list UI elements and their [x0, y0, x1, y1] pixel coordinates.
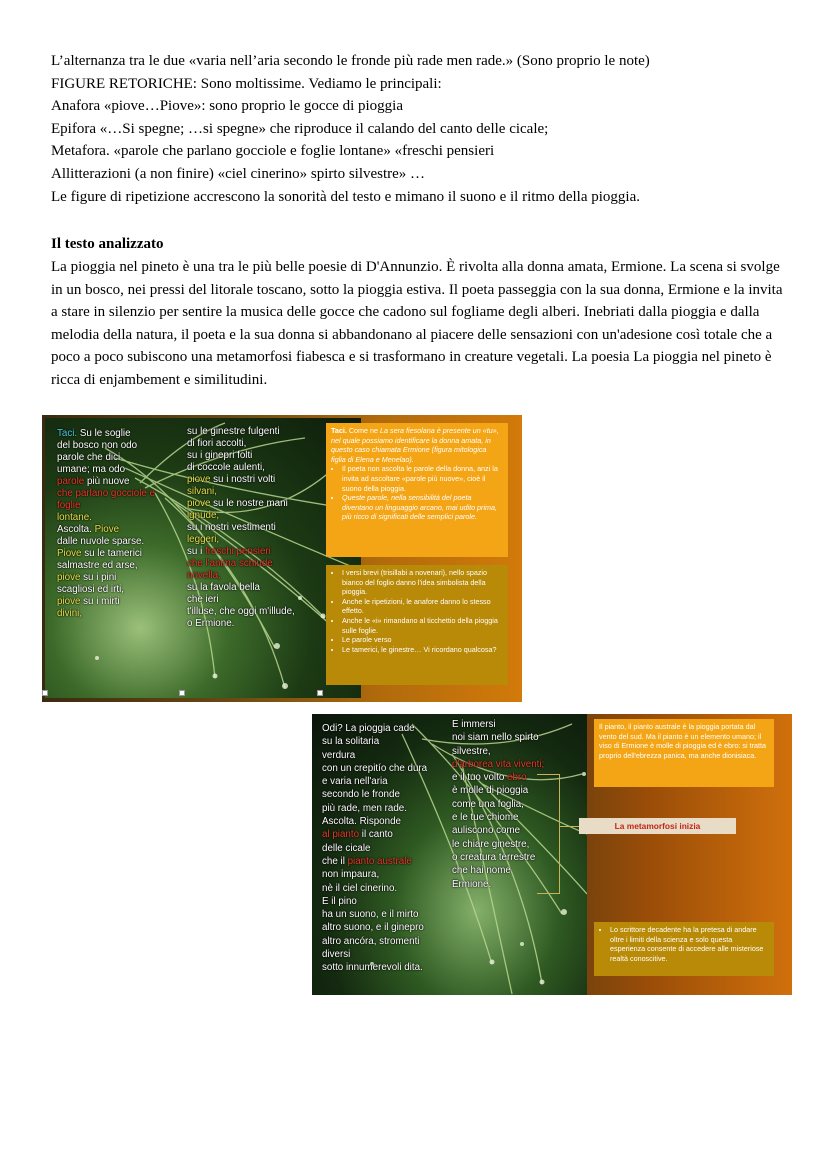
- poem-line: salmastre ed arse,: [57, 560, 138, 571]
- poem-line: o Ermione.: [187, 618, 235, 629]
- slide-image-1: [42, 415, 522, 702]
- poem-word: Ascolta.: [57, 524, 95, 535]
- section-title: Il testo analizzato: [51, 236, 164, 252]
- poem-word: Piove: [94, 524, 120, 535]
- poem-line: E immersi: [452, 719, 496, 730]
- poem-line: è molle di pioggia: [452, 785, 529, 797]
- poem-word: e il tuo volto: [452, 772, 508, 784]
- poem-line: silvani,: [187, 486, 217, 497]
- poem-line: diversi: [322, 949, 351, 961]
- annotation-bullet: • Le parole verso: [342, 635, 503, 645]
- poem-line: ha un suono, e il mirto: [322, 909, 419, 921]
- poem-line: che hai nome: [452, 865, 511, 877]
- poem-line: del bosco non odo: [57, 440, 138, 451]
- poem-line: e le tue chiome: [452, 812, 519, 824]
- text-line: FIGURE RETORICHE: Sono moltissime. Vediamo le principali:: [51, 75, 442, 92]
- poem-line: più rade, men rade.: [322, 802, 407, 814]
- poem-line: secondo le fronde: [322, 789, 400, 801]
- poem-line: foglie: [57, 500, 81, 511]
- poem-line: lontane.: [57, 512, 92, 523]
- poem-line: Ermione.: [452, 878, 492, 890]
- poem-line: t'illuse, che oggi m'illude,: [187, 606, 295, 617]
- poem-column-1: [57, 428, 155, 620]
- body-paragraph: La pioggia nel pineto è una tra le più belle poesie di D'Annunzio. È rivolta alla donna amata, Ermione. La scena si svolge in un bosco, nei pressi del litorale toscano, sotto la pioggia estiva. Il poeta passeggia con la sua donna, Ermione e la invita a stare in silenzio per sentire la musica delle gocce che cadono sul fogliame degli alberi. Inebriati dalla pioggia e dalla melodia della natura, il poeta e la sua donna si abbandonano al piacere delle sensazioni con un'adesione così totale che a poco a poco subiscono una metamorfosi fiabesca e si trasformano in creature vegetali. La poesia La pioggia nel pineto è ricca di enjambement e similitudini.: [51, 259, 783, 388]
- poem-word: freschi pensieri: [204, 546, 271, 557]
- poem-word: che il: [322, 855, 348, 867]
- poem-column-1: [322, 722, 427, 975]
- poem-line: delle cicale: [322, 842, 371, 854]
- poem-word: su i mirti: [80, 596, 120, 607]
- poem-line: Odi? La pioggia cade: [322, 723, 415, 734]
- annotation-bullet: • Anche le ripetizioni, le anafore danno lo stesso effetto.: [342, 597, 503, 616]
- poem-line: scagliosi ed irti,: [57, 584, 124, 595]
- poem-word: pianto australe: [347, 855, 412, 867]
- pine-rain-photo: [45, 418, 361, 698]
- annotation-text: Come ne: [346, 426, 381, 435]
- annotation-bullet: • Queste parole, nella sensibilità del poeta diventano un linguaggio arcano, mai udito prima, più ricco di significati delle semplici parole.: [342, 493, 503, 522]
- poem-word: piove: [57, 572, 81, 583]
- poem-word: Su le soglie: [77, 428, 131, 439]
- annotation-box-versi: [326, 565, 508, 685]
- poem-line: parole che dici: [57, 452, 121, 463]
- poem-word: piove: [187, 498, 211, 509]
- text-line: Allitterazioni (a non finire) «ciel cinerino» spirto silvestre» …: [51, 165, 426, 182]
- annotation-bullet: • Il poeta non ascolta le parole della donna, anzi la invita ad ascoltare «parole più nuove», cioè il suono della pioggia.: [342, 464, 503, 493]
- poem-line: E il pino: [322, 895, 357, 907]
- poem-line: verdura: [322, 749, 356, 761]
- poem-line: non impaura,: [322, 869, 380, 881]
- slide-image-2: [312, 714, 792, 995]
- poem-line: su i nostri vestimenti: [187, 522, 276, 533]
- metamorfosi-label: La metamorfosi inizia: [579, 818, 736, 834]
- annotation-box-decadente: [594, 922, 774, 976]
- poem-column-2: [452, 718, 544, 891]
- poem-line: o creatura terrestre: [452, 851, 536, 863]
- poem-line: altro suono, e il ginepro: [322, 922, 424, 934]
- poem-word: su i nostri volti: [210, 474, 276, 485]
- poem-word: piove: [187, 474, 211, 485]
- poem-line: su la favola bella: [187, 582, 260, 593]
- poem-line: sotto innumerevoli dita.: [322, 962, 423, 974]
- poem-line: con un crepitío che dura: [322, 762, 428, 774]
- selection-handle[interactable]: [317, 690, 323, 696]
- poem-line: come una foglia,: [452, 798, 524, 810]
- poem-line: nè il ciel cinerino.: [322, 882, 398, 894]
- poem-line: altro ancóra, stromenti: [322, 935, 420, 947]
- poem-line: Ascolta. Risponde: [322, 816, 401, 828]
- poem-word: il canto: [359, 829, 393, 841]
- selection-handle[interactable]: [42, 690, 48, 696]
- text-line: Metafora. «parole che parlano gocciole e foglie lontane» «freschi pensieri: [51, 143, 495, 160]
- poem-line: dalle nuvole sparse.: [57, 536, 145, 547]
- annotation-box-pianto: [594, 719, 774, 787]
- annotation-text: Il pianto, il pianto australe è la pioggia portata dal vento del sud. Ma il pianto è un elemento umano; il viso di Ermione è molle di pioggia ed è ebro: si tratta proprio dell'ebrezza panica, ma anche dionisiaca.: [599, 722, 766, 760]
- poem-line: di coccole aulenti,: [187, 462, 265, 473]
- poem-word: piove: [57, 596, 81, 607]
- poem-word: al pianto: [322, 829, 360, 841]
- poem-word: ebro: [507, 772, 527, 784]
- poem-word: su i: [187, 546, 205, 557]
- poem-word: su le nostre mani: [210, 498, 288, 509]
- poem-line: su i ginepri folti: [187, 450, 253, 461]
- poem-line: silvestre,: [452, 745, 491, 757]
- text-line: Anafora «piove…Piove»: sono proprio le gocce di pioggia: [51, 98, 404, 115]
- poem-line: noi siam nello spirto: [452, 732, 539, 744]
- poem-word: su le tamerici: [81, 548, 142, 559]
- poem-line: di fiori accolti,: [187, 438, 247, 449]
- poem-word: Taci.: [57, 428, 78, 439]
- poem-line: su le ginestre fulgenti: [187, 426, 280, 437]
- poem-line: auliscono come: [452, 825, 521, 837]
- poem-line: d'arborea vita viventi;: [452, 758, 545, 770]
- annotation-bullet: • Lo scrittore decadente ha la pretesa di andare oltre i limiti della scienza e solo questa esperienza consente di accedere alle misteriose realtà conoscitive.: [610, 925, 769, 963]
- text-line: L’alternanza tra le due «varia nell’aria secondo le fronde più rade men rade.» (Sono proprio le note): [51, 53, 650, 69]
- poem-column-2: [187, 426, 295, 630]
- poem-line: che ieri: [187, 594, 219, 605]
- bracket-connector: [559, 826, 580, 827]
- poem-line: ignude,: [187, 510, 220, 521]
- annotation-bullet: • Anche le «i» rimandano al ticchettio della pioggia sulle foglie.: [342, 616, 503, 635]
- bracket-connector: [537, 774, 560, 894]
- poem-word: Piove: [57, 548, 82, 559]
- poem-line: che parlano gocciole e: [57, 488, 156, 499]
- annotation-bold: Taci.: [331, 426, 347, 435]
- text-line: Le figure di ripetizione accrescono la sonorità del testo e mimano il suono e il ritmo della pioggia.: [51, 188, 640, 205]
- selection-handle[interactable]: [179, 690, 185, 696]
- poem-line: su la solitaria: [322, 736, 380, 748]
- annotation-box-taci: [326, 423, 508, 557]
- annotation-bullet: • I versi brevi (trisillabi a novenari), nello spazio bianco del foglio danno l'idea simbolista della pioggia.: [342, 568, 503, 597]
- poem-line: leggeri,: [187, 534, 220, 545]
- poem-line: umane; ma odo: [57, 464, 126, 475]
- poem-word: su i pini: [80, 572, 117, 583]
- text-line: Epifora «…Si spegne; …si spegne» che riproduce il calando del canto delle cicale;: [51, 120, 549, 137]
- poem-word: parole: [57, 476, 85, 487]
- annotation-bullet: • Le tamerici, le ginestre… Vi ricordano qualcosa?: [342, 645, 503, 655]
- poem-line: le chiare ginestre,: [452, 838, 530, 850]
- intro-lines: [51, 50, 791, 208]
- annotation-italic: La sera fiesolana è presente un «tu», nel quale possiamo identificare la donna amata, in questo caso chiamata Ermione (figura mitologica figlia di Elena e Menelao).: [331, 426, 499, 464]
- poem-word: più nuove: [84, 476, 130, 487]
- poem-line: e varia nell'aria: [322, 776, 388, 788]
- poem-line: divini,: [57, 608, 83, 619]
- poem-line: novella,: [187, 570, 221, 581]
- poem-line: che l'anima schiude: [187, 558, 273, 569]
